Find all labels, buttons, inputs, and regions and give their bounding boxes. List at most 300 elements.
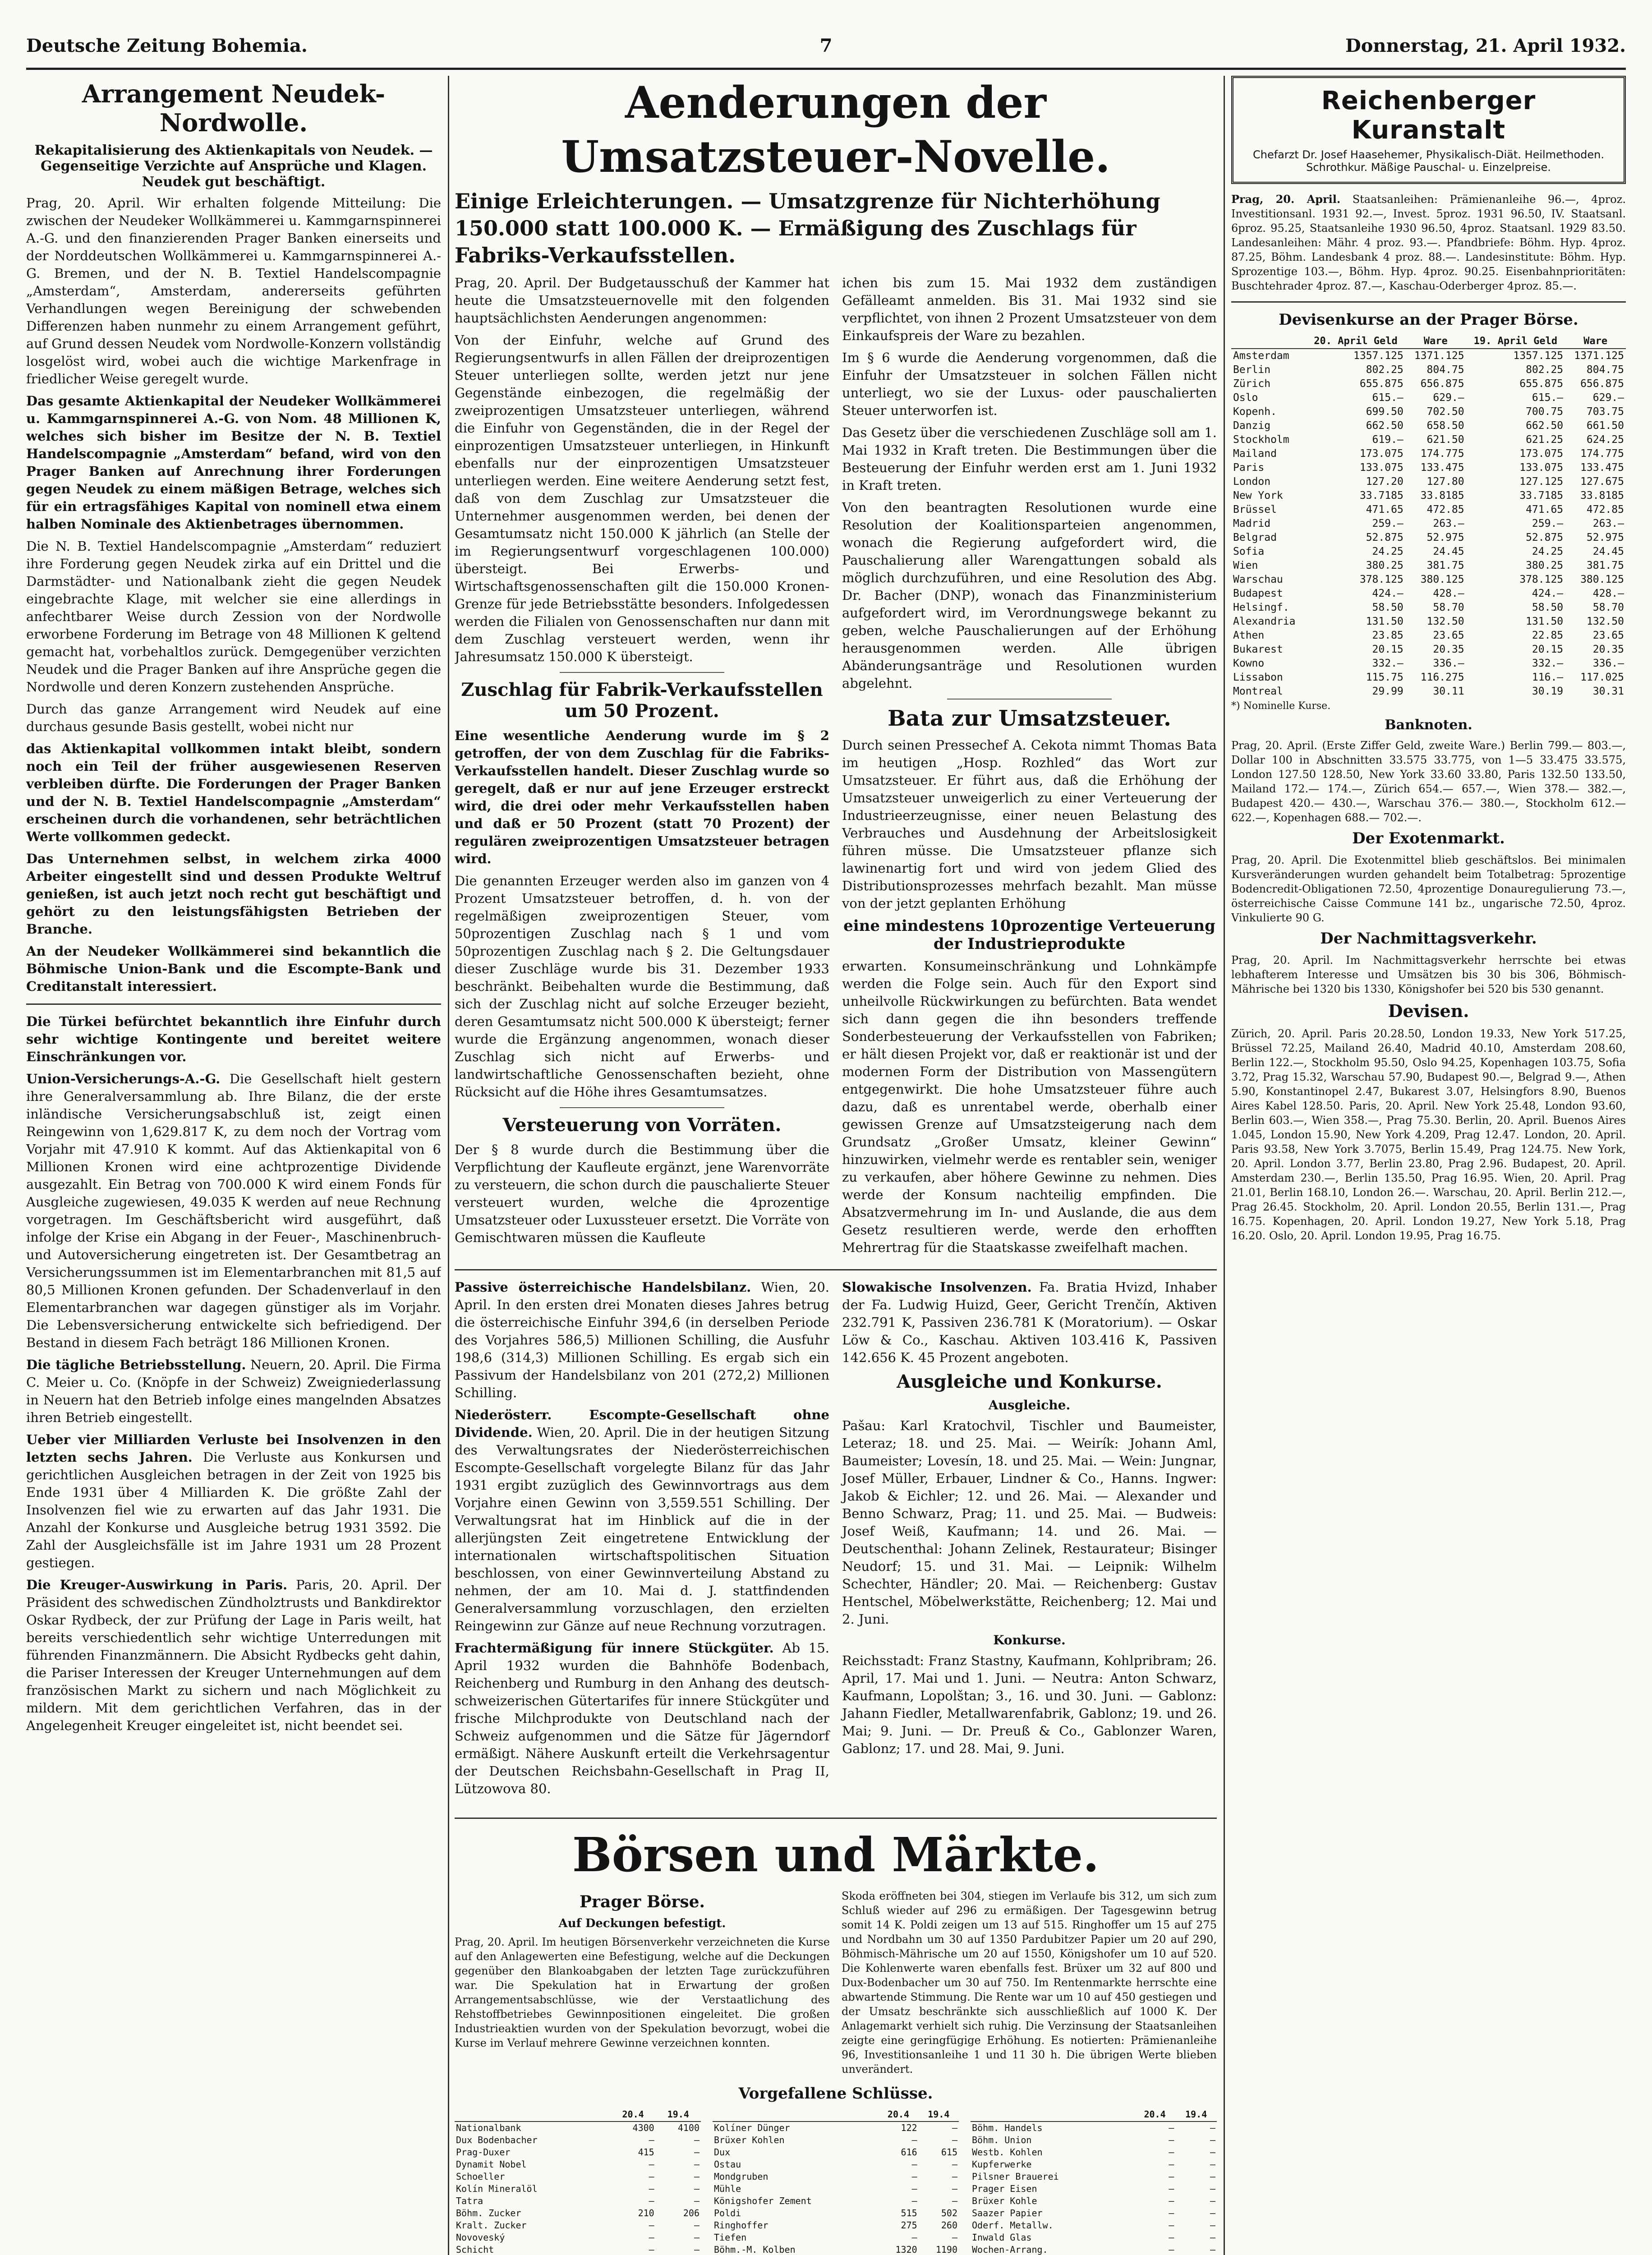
- currency-name: Stockholm: [1233, 434, 1289, 446]
- rate-value: 174.775: [1420, 448, 1464, 460]
- stock-price: —: [1169, 2195, 1174, 2206]
- table-header-row: [713, 2108, 959, 2122]
- table-row: [1231, 419, 1626, 433]
- stock-price: —: [1169, 2244, 1174, 2255]
- stock-name: Poldi: [714, 2208, 741, 2218]
- closing-tables: [455, 2108, 1217, 2255]
- stock-name: Schicht: [456, 2244, 494, 2255]
- news-title: Die tägliche Betriebsstellung.: [26, 1357, 246, 1372]
- currency-name: Montreal: [1233, 686, 1283, 697]
- currency-name: New York: [1233, 490, 1283, 502]
- stock-price: —: [649, 2135, 654, 2145]
- stock-price: —: [911, 2135, 917, 2145]
- stock-name: Kralt. Zucker: [456, 2220, 527, 2231]
- stock-price: 616: [901, 2147, 917, 2158]
- table-row: [1231, 559, 1626, 573]
- bata-subhead: eine mindestens 10prozentige Verteuerung der Industrieprodukte: [843, 917, 1215, 953]
- rate-value: 656.875: [1420, 378, 1464, 390]
- closing-table: [455, 2108, 701, 2255]
- currency-name: Zürich: [1233, 378, 1271, 390]
- rate-value: 58.70: [1433, 602, 1464, 613]
- news-title: Frachtermäßigung für innere Stückgüter.: [455, 1640, 774, 1656]
- stock-price: 502: [941, 2208, 957, 2218]
- table-row: [971, 2244, 1217, 2255]
- currency-name: Danzig: [1233, 420, 1271, 432]
- table-row: [1231, 461, 1626, 475]
- stock-price: —: [649, 2183, 654, 2194]
- rate-value: 263.—: [1592, 518, 1624, 529]
- paragraph: Im § 6 wurde die Aenderung vorgenommen, daß die Einfuhr der Umsatzsteuer in solchen Fällen nicht unterliegt, wo sie der Luxus- oder pauschalierten Steuer unterworfen ist.: [842, 350, 1217, 418]
- stock-price: —: [952, 2159, 957, 2170]
- section-subtitle: Konkurse.: [993, 1633, 1066, 1648]
- news-text: Neuern, 20. April. Die Firma C. Meier u. Co. (Knöpfe in der Schweiz) Zweigniederlassung in Neuern hat den Betrieb infolge eines mangelnden Absatzes ihren Betrieb eingestellt.: [26, 1357, 441, 1425]
- stock-price: —: [694, 2232, 699, 2243]
- rate-value: 52.875: [1526, 532, 1564, 543]
- table-header-row: [971, 2108, 1217, 2122]
- rate-value: 661.50: [1586, 420, 1624, 432]
- column-header: [713, 2108, 878, 2122]
- rate-value: 380.125: [1420, 574, 1464, 585]
- table-row: [713, 2207, 959, 2219]
- paragraph: Das Unternehmen selbst, in welchem zirka 4000 Arbeiter eingestellt sind und dessen Produkte Weltruf genießen, ist auch jetzt noch recht gut beschäftigt und gehört zu den leistungsfähigsten Betrieben der Branche.: [26, 851, 441, 937]
- table-row: [1231, 615, 1626, 629]
- stock-price: —: [952, 2122, 957, 2133]
- paragraph: Der § 8 wurde durch die Bestimmung über die Verpflichtung der Kaufleute ergänzt, jene Warenvorräte zu versteuern, die schon durch die pauschalierte Steuer versteuert wurden, welche die 4prozentige Umsatzsteuer oder Luxussteuer ersetzt. Die Vorräte von Gemischtwaren müssen die Kaufleute: [455, 1142, 829, 1245]
- divider: [560, 1107, 725, 1108]
- table-row: [1231, 377, 1626, 391]
- rate-value: 471.65: [1366, 504, 1404, 515]
- section-title: Bata zur Umsatzsteuer.: [888, 706, 1171, 731]
- rate-value: 58.50: [1372, 602, 1404, 613]
- paragraph: Die Türkei befürchtet bekanntlich ihre Einfuhr durch sehr wichtige Kontingente und bereitet weitere Einschränkungen vor.: [26, 1014, 441, 1064]
- rate-value: 58.70: [1592, 602, 1624, 613]
- table-row: [1231, 503, 1626, 517]
- paragraph: Pašau: Karl Kratochvil, Tischler und Baumeister, Leteraz; 18. und 25. Mai. — Weirík: Johann Aml, Baumeister; Lovesín, 18. und 25. Mai. — Wein: Jungnar, Josef Müller, Erbauer, Lindner & Co., Hanns. Ingwer: Jakob & Eichler; 12. und 26. Mai. — Alexander und Benno Schwarz, Prag; 11. und 25. Mai. — Budweis: Josef Weiß, Kaufmann; 14. und 26. Mai. — Deutschenthal: Johann Zelinek, Restaurateur; Bisinger Neudorf; 15. und 31. Mai. — Leipnik: Wilhelm Schechter, Händler; 20. Mai. — Reichenberg: Gustav Hentschel, Möbelwerkstätte, Reichenberg; 12. Mai und 2. Juni.: [842, 1418, 1217, 1627]
- stock-name: Novoveský: [456, 2232, 505, 2243]
- stock-price: —: [649, 2159, 654, 2170]
- stock-price: —: [1169, 2232, 1174, 2243]
- paragraph: Eine wesentliche Aenderung wurde im § 2 getroffen, der von dem Zuschlag für die Fabriks-Verkaufsstellen handelt. Dieser Zuschlag wurde so geregelt, daß er nur auf jene Erzeuger erstreckt wird, die drei oder mehr Verkaufsstellen haben und daß er 50 Prozent (statt 70 Prozent) der regulären zweiprozentigen Umsatzsteuer betragen wird.: [455, 728, 829, 866]
- news-item: [26, 1431, 441, 1572]
- paragraph: Zürich, 20. April. Paris 20.28.50, London 19.33, New York 517.25, Brüssel 72.25, Mailand 26.40, Madrid 40.10, Amsterdam 208.60, Berlin 122.—, Stockholm 95.50, Oslo 94.25, Kopenhagen 103.75, Sofia 3.72, Prag 15.32, Warschau 57.90, Budapest 90.—, Belgrad 9.—, Athen 5.90, Konstantinopel 2.47, Bukarest 3.07, Helsingfors 8.90, Buenos Aires Kabel 128.50. Paris, 20. April. New York 25.48, London 93.60, Berlin 603.—, Wien 358.—, Prag 75.30. Berlin, 20. April. Buenos Aires 1.045, London 15.90, New York 4.209, Prag 12.47. London, 20. April. Paris 93.58, New York 3.7075, Berlin 15.49, Prag 124.75. New York, 20. April. London 3.77, Berlin 23.80, Prag 2.96. Budapest, 20. April. Amsterdam 230.—, Berlin 135.50, Prag 16.95. Wien, 20. April. Prag 21.01, Berlin 168.10, London 26.—. Warschau, 20. April. Berlin 212.—, Prag 26.45. Stockholm, 20. April. London 20.55, Berlin 131.—, Prag 16.75. Kopenhagen, 20. April. London 19.27, New York 5.18, Prag 16.20. Oslo, 20. April. London 19.95, Prag 16.75.: [1231, 1027, 1626, 1242]
- stock-name: Wochen-Arrang.: [972, 2244, 1048, 2255]
- ad-title: Reichenberger Kuranstalt: [1321, 86, 1536, 145]
- table-row: [1231, 489, 1626, 503]
- rate-value: 424.—: [1372, 588, 1404, 599]
- rate-value: 52.875: [1366, 532, 1404, 543]
- rate-value: 259.—: [1372, 518, 1404, 529]
- stock-name: Kupferwerke: [972, 2159, 1032, 2170]
- table-row: [455, 2219, 701, 2232]
- headline-umsatzsteuer: Aenderungen der Umsatzsteuer-Novelle.: [561, 77, 1110, 182]
- rate-value: 658.50: [1427, 420, 1464, 432]
- rate-value: 24.45: [1433, 546, 1464, 557]
- column-2: [455, 76, 1217, 1803]
- rate-value: 428.—: [1433, 588, 1464, 599]
- news-title: Prag, 20. April.: [1231, 193, 1341, 206]
- news-item: [26, 1356, 441, 1427]
- rate-value: 471.65: [1526, 504, 1564, 515]
- stock-price: —: [1210, 2244, 1215, 2255]
- table-row: [713, 2158, 959, 2171]
- devisen-title: Devisenkurse an der Prager Börse.: [1279, 311, 1578, 329]
- table-row: [1231, 391, 1626, 405]
- rate-value: 115.75: [1366, 672, 1404, 683]
- rate-value: 173.075: [1519, 448, 1564, 460]
- rate-value: 804.75: [1586, 364, 1624, 376]
- rate-value: 23.65: [1592, 630, 1624, 641]
- rate-value: 1371.125: [1574, 350, 1624, 362]
- article-subcol-right: [842, 274, 1217, 1261]
- table-row: [1231, 475, 1626, 489]
- divider: [26, 1003, 441, 1005]
- currency-name: Brüssel: [1233, 504, 1277, 515]
- stock-price: —: [1169, 2159, 1174, 2170]
- news-text: Die Verluste aus Konkursen und gerichtlichen Ausgleichen betragen in der Zeit von 1925 bis Ende 1931 über 4 Milliarden K. Die größte Zahl der Insolvenzen fiel wie zu erwarten auf das Jahr 1931. Die Anzahl der Konkurse und Ausgleiche betrug 1931 3592. Die Zahl der Ausgleichsfälle ist im Jahre 1931 um 28 Prozent gestiegen.: [26, 1450, 441, 1570]
- rate-value: 33.8185: [1420, 490, 1464, 502]
- news-text: Paris, 20. April. Der Präsident des schwedischen Zündholztrusts und Bankdirektor Oskar Rydbeck, der zur Prüfung der Lage in Paris weilt, hat bereits verschiedentlich sehr wichtige Unterredungen mit führenden Finanzmännern. Die Absicht Rydbecks geht dahin, die Pariser Interessen der Kreuger Unternehmungen auf dem französischen Markt zu sichern und nach Möglichkeit zu mildern. Mit dem gerichtlichen Verfahren, das in der Angelegenheit Kreuger eingeleitet ist, nicht beendet sei.: [26, 1577, 441, 1733]
- boersen-headline: Börsen und Märkte.: [572, 1827, 1100, 1882]
- divider: [455, 1269, 1217, 1270]
- rate-value: 624.25: [1586, 434, 1624, 446]
- rate-value: 381.75: [1427, 560, 1464, 571]
- stock-price: 1190: [935, 2244, 957, 2255]
- column-header: 19.4: [656, 2108, 701, 2122]
- rate-value: 127.80: [1427, 476, 1464, 488]
- rate-value: 619.—: [1372, 434, 1404, 446]
- table-row: [971, 2146, 1217, 2158]
- section-title: Banknoten.: [1385, 717, 1473, 733]
- stock-price: —: [649, 2220, 654, 2231]
- paragraph: erwarten. Konsumeinschränkung und Lohnkämpfe werden die Folge sein. Auch für den Export sind unheilvolle Rückwirkungen zu befürchten. Bata wendet sich dann gegen die ihn besonders treffende Sonderbesteuerung der Verkaufsstellen von Fabriken; er hält diesen Projekt vor, daß er reaktionär ist und der modernen Form der Distribution von Massengütern entgegenwirkt. Die hohe Umsatzsteuer führe auch dazu, daß es unrentabel werde, oberhalb einer gewissen Grenze auf Umsatzsteigerung nach dem Grundsatz „Großer Umsatz, kleiner Gewinn“ hinzuwirken, vielmehr werde es rentabler sein, weniger zu verkaufen, aber höhere Gewinne zu nehmen. Dies werde der Konsum nachteilig empfinden. Die Absatzvermehrung im In- und Auslande, die aus dem Gesetz resultieren werde, werde den erhofften Mehrertrag für die Staatskasse zweifelhaft machen.: [842, 958, 1217, 1255]
- rate-value: 702.50: [1427, 406, 1464, 418]
- table-row: [455, 2195, 701, 2207]
- paragraph: Das Gesetz über die verschiedenen Zuschläge soll am 1. Mai 1932 in Kraft treten. Die Bestimmungen über die Besteuerung der Einfuhr werden erst am 1. Juni 1932 in Kraft treten.: [842, 425, 1217, 493]
- column-4: [1231, 76, 1626, 2255]
- stock-price: —: [1169, 2135, 1174, 2145]
- rate-value: 30.11: [1433, 686, 1464, 697]
- stock-price: 275: [901, 2220, 917, 2231]
- rate-value: 24.25: [1372, 546, 1404, 557]
- stock-name: Kolín Mineralöl: [456, 2183, 538, 2194]
- rate-value: 58.50: [1532, 602, 1564, 613]
- paragraph: Prag, 20. April. Im Nachmittagsverkehr herrschte bei etwas lebhafterem Interesse und Umsätzen bis 30 bis 306, Böhmisch-Mährische bei 1320 bis 1330, Königshofer bei 520 bis 530 genannt.: [1231, 954, 1626, 995]
- table-row: [1231, 517, 1626, 531]
- table-row: [1231, 601, 1626, 615]
- rate-value: 629.—: [1433, 392, 1464, 404]
- rate-value: 127.125: [1519, 476, 1564, 488]
- stock-price: 1320: [895, 2244, 917, 2255]
- section-title: Versteuerung von Vorräten.: [502, 1114, 782, 1136]
- issue-date: Donnerstag, 21. April 1932.: [1345, 35, 1626, 56]
- section-title: Ausgleiche und Konkurse.: [897, 1371, 1162, 1392]
- news-item: [26, 1576, 441, 1735]
- table-row: [713, 2219, 959, 2232]
- column-header: 19. April Geld: [1466, 334, 1565, 349]
- stock-name: Mondgruben: [714, 2171, 768, 2182]
- stock-price: —: [1210, 2232, 1215, 2243]
- table-row: [971, 2207, 1217, 2219]
- rate-value: 133.075: [1359, 462, 1404, 474]
- stock-price: —: [911, 2195, 917, 2206]
- stock-price: —: [1210, 2147, 1215, 2158]
- column-header: Ware: [1565, 334, 1626, 349]
- stock-price: —: [649, 2171, 654, 2182]
- devisen-footnote: *) Nominelle Kurse.: [1231, 700, 1331, 712]
- rate-value: 802.25: [1366, 364, 1404, 376]
- rate-value: 20.35: [1592, 644, 1624, 655]
- stock-price: 260: [941, 2220, 957, 2231]
- rate-value: 22.85: [1532, 630, 1564, 641]
- stock-price: —: [1210, 2220, 1215, 2231]
- rate-value: 336.—: [1433, 658, 1464, 669]
- stock-name: Brüxer Kohlen: [714, 2135, 785, 2145]
- news-title: Die Kreuger-Auswirkung in Paris.: [26, 1577, 288, 1592]
- news-item: [26, 1070, 441, 1352]
- stock-price: —: [1169, 2208, 1174, 2218]
- stock-price: —: [694, 2147, 699, 2158]
- rate-value: 24.25: [1532, 546, 1564, 557]
- rate-value: 133.475: [1420, 462, 1464, 474]
- stock-price: 415: [638, 2147, 654, 2158]
- column-header: 20.4: [878, 2108, 918, 2122]
- stock-price: —: [694, 2135, 699, 2145]
- rate-value: 52.975: [1586, 532, 1624, 543]
- table-row: [1231, 545, 1626, 559]
- rate-value: 802.25: [1526, 364, 1564, 376]
- rate-value: 378.125: [1519, 574, 1564, 585]
- stock-price: —: [694, 2220, 699, 2231]
- news-text: Ab 15. April 1932 wurden die Bahnhöfe Bodenbach, Reichenberg und Rumburg in den Anhang des deutsch-schweizerischen Gütertarifes für innere Stückgüter und frische Milchprodukte von Deutschland nach der Schweiz aufgenommen und die Sätze für Jägerndorf ermäßigt. Nähere Auskunft erteilt die Verkehrsagentur der Deutschen Reichsbahn-Gesellschaft in Prag II, Lützowova 80.: [455, 1640, 830, 1796]
- deck-umsatzsteuer: Einige Erleichterungen. — Umsatzgrenze für Nichterhöhung 150.000 statt 100.000 K. — Ermäßigung des Zuschlags für Fabriks-Verkaufsstellen.: [455, 189, 1160, 267]
- currency-name: Paris: [1233, 462, 1265, 474]
- stock-name: Brüxer Kohle: [972, 2195, 1037, 2206]
- table-row: [971, 2183, 1217, 2195]
- stock-price: 122: [901, 2122, 917, 2133]
- rate-value: 30.31: [1592, 686, 1624, 697]
- rate-value: 804.75: [1427, 364, 1464, 376]
- paragraph: Von den beantragten Resolutionen wurde eine Resolution der Koalitionsparteien angenommen, wonach die Regierung aufgefordert wird, die Pauschalierung aller Warengattungen sobald als möglich durchzuführen, und eine Resolution des Abg. Dr. Bacher (DNP), wonach das Finanzministerium aufgefordert wird, im Verordnungswege bekannt zu geben, welche Pauschalierungen auf der Erhöhung herausgenommen werden. Alle übrigen Abänderungsanträge und Resolutionen wurden abgelehnt.: [842, 500, 1217, 691]
- masthead: Deutsche Zeitung Bohemia.: [26, 35, 308, 56]
- stock-name: Nationalbank: [456, 2122, 521, 2133]
- rate-value: 655.875: [1519, 378, 1564, 390]
- section-title: Zuschlag für Fabrik-Verkaufsstellen um 50 Prozent.: [461, 679, 823, 722]
- stock-name: Saazer Papier: [972, 2208, 1043, 2218]
- currency-name: Belgrad: [1233, 532, 1277, 543]
- news-text: Wien, 20. April. In den ersten drei Monaten dieses Jahres betrug die österreichische Einfuhr 394,6 (in derselben Periode des Vorjahres 586,5) Millionen Schilling, die Ausfuhr 198,6 (314,3) Millionen Schilling. Es ergab sich ein Passivum der Handelsbilanz von 201 (272,2) Millionen Schilling.: [455, 1279, 830, 1400]
- lower-news-left: [455, 1279, 829, 1802]
- stock-name: Schoeller: [456, 2171, 505, 2182]
- rate-value: 662.50: [1526, 420, 1564, 432]
- rate-value: 263.—: [1433, 518, 1464, 529]
- stock-price: —: [952, 2135, 957, 2145]
- rate-value: 332.—: [1532, 658, 1564, 669]
- stock-name: Pilsner Brauerei: [972, 2171, 1059, 2182]
- paragraph: das Aktienkapital vollkommen intakt bleibt, sondern noch ein Teil der früher ausgewiesenen Reserven verbleiben dürfte. Die Forderungen der Prager Banken und der N. B. Textiel Handelscompagnie „Amsterdam“ erscheinen durch die vorhandenen, sehr beträchtlichen Werte vollkommen gedeckt.: [26, 741, 441, 844]
- rate-value: 428.—: [1592, 588, 1624, 599]
- stock-price: —: [952, 2183, 957, 2194]
- column-header: [455, 2108, 610, 2122]
- stock-price: —: [694, 2159, 699, 2170]
- news-title: Union-Versicherungs-A.-G.: [26, 1071, 221, 1086]
- stock-name: Ringhoffer: [714, 2220, 768, 2231]
- boersen-text: [455, 1889, 1217, 2081]
- column-header: 20.4: [1134, 2108, 1176, 2122]
- rate-value: 24.45: [1592, 546, 1624, 557]
- table-row: [1231, 405, 1626, 419]
- stock-price: —: [911, 2232, 917, 2243]
- rate-value: 20.15: [1532, 644, 1564, 655]
- currency-name: Berlin: [1233, 364, 1271, 376]
- table-row: [455, 2122, 701, 2134]
- table-row: [971, 2122, 1217, 2134]
- rate-value: 116.—: [1532, 672, 1564, 683]
- rate-value: 127.20: [1366, 476, 1404, 488]
- stock-price: —: [952, 2195, 957, 2206]
- stock-name: Inwald Glas: [972, 2232, 1032, 2243]
- table-row: [713, 2183, 959, 2195]
- stock-name: Westb. Kohlen: [972, 2147, 1043, 2158]
- stock-name: Dynamit Nobel: [456, 2159, 527, 2170]
- table-row: [455, 2244, 701, 2255]
- devisen-table: [1231, 334, 1626, 699]
- paragraph: ichen bis zum 15. Mai 1932 dem zuständigen Gefälleamt anmelden. Bis 31. Mai 1932 sind sie verpflichtet, von ihnen 2 Prozent Umsatzsteuer von dem Einkaufspreis der Ware zu bezahlen.: [842, 275, 1217, 343]
- stock-name: Böhm. Handels: [972, 2122, 1043, 2133]
- currency-name: Athen: [1233, 630, 1265, 641]
- table-row: [455, 2207, 701, 2219]
- rate-value: 133.075: [1519, 462, 1564, 474]
- table-row: [971, 2232, 1217, 2244]
- stock-price: —: [1210, 2208, 1215, 2218]
- stock-price: 206: [683, 2208, 699, 2218]
- page-header: [26, 18, 1626, 70]
- stock-price: —: [952, 2171, 957, 2182]
- currency-name: Oslo: [1233, 392, 1258, 404]
- rate-value: 131.50: [1526, 616, 1564, 627]
- table-row: [971, 2195, 1217, 2207]
- rate-value: 131.50: [1366, 616, 1404, 627]
- stock-price: —: [694, 2244, 699, 2255]
- stock-name: Böhm. Zucker: [456, 2208, 521, 2218]
- stock-price: 615: [941, 2147, 957, 2158]
- column-header: 19.4: [919, 2108, 959, 2122]
- rate-value: 23.85: [1372, 630, 1404, 641]
- stock-price: —: [1169, 2183, 1174, 2194]
- rate-value: 615.—: [1372, 392, 1404, 404]
- stock-name: Oderf. Metallw.: [972, 2220, 1054, 2231]
- rate-value: 656.875: [1580, 378, 1624, 390]
- section-title: Prager Börse.: [579, 1892, 705, 1911]
- newspaper-page: [26, 18, 1626, 2255]
- ad-text: Chefarzt Dr. Josef Haasehemer, Physikalisch-Diät. Heilmethoden. Schrothkur. Mäßige Pauschal- u. Einzelpreise.: [1253, 148, 1604, 174]
- rate-value: 52.975: [1427, 532, 1464, 543]
- rate-value: 380.25: [1526, 560, 1564, 571]
- stock-price: 210: [638, 2208, 654, 2218]
- table-row: [455, 2171, 701, 2183]
- rate-value: 1357.125: [1513, 350, 1564, 362]
- paragraph: Prag, 20. April. Wir erhalten folgende Mitteilung: Die zwischen der Neudeker Wollkämmerei u. Kammgarnspinnerei A.-G. und den finanzierenden Prager Banken einerseits und der Norddeutschen Wollkämmerei u. Kammgarnspinnerei A.-G. Bremen, und der N. B. Textiel Handelscompagnie „Amsterdam“, Amsterdam, andererseits geführten Verhandlungen wegen Bereinigung der schwebenden Differenzen haben nunmehr zu einem Arrangement geführt, auf Grund dessen Neudek vom Nordwolle-Konzern vollständig losgelöst wird, wobei auch die wichtige Markenfrage in friedlicher Weise geregelt wurde.: [26, 195, 441, 387]
- boersen-section: [455, 1818, 1217, 2255]
- rate-value: 381.75: [1586, 560, 1624, 571]
- table-row: [1231, 685, 1626, 699]
- rate-value: 33.7185: [1359, 490, 1404, 502]
- table-row: [1231, 349, 1626, 363]
- paragraph: Durch das ganze Arrangement wird Neudek auf eine durchaus gesunde Basis gestellt, wobei nicht nur: [26, 701, 441, 734]
- column-rule: [1224, 76, 1225, 2255]
- paragraph: An der Neudeker Wollkämmerei sind bekanntlich die Böhmische Union-Bank und die Escompte-Bank und Creditanstalt interessiert.: [26, 943, 441, 994]
- currency-name: Madrid: [1233, 518, 1271, 529]
- rate-value: 380.125: [1580, 574, 1624, 585]
- table-row: [713, 2195, 959, 2207]
- column-header: [971, 2108, 1134, 2122]
- stock-name: Königshofer Zement: [714, 2195, 812, 2206]
- divider: [947, 699, 1112, 700]
- rate-value: 30.19: [1532, 686, 1564, 697]
- table-row: [1231, 363, 1626, 377]
- table-row: [971, 2134, 1217, 2146]
- paragraph: Prag, 20. April. Die Exotenmittel blieb geschäftslos. Bei minimalen Kursveränderungen wurden gehandelt beim Totalbetrag: 5prozentige Bodencredit-Obligationen 72.50, 4prozentige Donauregulierung 73.—, österreichische Caisse Commune 141 bz., ungarische 72.50, 4proz. Vinkulierte 90 G.: [1231, 854, 1626, 924]
- column-header: Ware: [1405, 334, 1466, 349]
- rate-value: 629.—: [1592, 392, 1624, 404]
- stock-name: Dux: [714, 2147, 731, 2158]
- paragraph: Prag, 20. April. Im heutigen Börsenverkehr verzeichneten die Kurse auf den Anlagewerten eine Befestigung, welche auf die Deckungen gegenüber den Blankoabgaben der letzten Tage zurückzuführen war. Die Spekulation hat in Erwartung der großen Arrangementsabschlüsse, wie der Verstaatlichung des Rehstoffbetriebes Gewinnpositionen eingeleitet. Die großen Industrieaktien wurden von der Spekulation bevorzugt, wobei die Kurse im Verlauf mehrere Gewinne verzeichnen konnten.: [455, 1936, 830, 2049]
- rate-value: 700.75: [1526, 406, 1564, 418]
- rate-value: 378.125: [1359, 574, 1404, 585]
- table-row: [713, 2171, 959, 2183]
- table-row: [713, 2134, 959, 2146]
- table-row: [1231, 671, 1626, 685]
- rate-value: 33.8185: [1580, 490, 1624, 502]
- rate-value: 472.85: [1586, 504, 1624, 515]
- rate-value: 1371.125: [1414, 350, 1464, 362]
- rate-value: 380.25: [1366, 560, 1404, 571]
- rate-value: 23.65: [1433, 630, 1464, 641]
- paragraph: Prag, 20. April. Der Budgetausschuß der Kammer hat heute die Umsatzsteuernovelle mit den folgenden hauptsächlichsten Aenderungen angenommen:: [455, 275, 829, 326]
- stock-price: —: [649, 2195, 654, 2206]
- rate-value: 20.15: [1372, 644, 1404, 655]
- closing-title: Vorgefallene Schlüsse.: [738, 2085, 933, 2103]
- table-row: [455, 2134, 701, 2146]
- table-row: [1231, 573, 1626, 587]
- rate-value: 259.—: [1532, 518, 1564, 529]
- article-subcol-left: [455, 274, 829, 1261]
- lower-news: [455, 1279, 1217, 1802]
- stock-price: 4100: [677, 2122, 699, 2133]
- stock-name: Kolíner Dünger: [714, 2122, 790, 2133]
- table-header-row: [1231, 334, 1626, 349]
- rate-value: 29.99: [1372, 686, 1404, 697]
- currency-name: Warschau: [1233, 574, 1283, 585]
- currency-name: Mailand: [1233, 448, 1277, 460]
- rate-value: 621.50: [1427, 434, 1464, 446]
- paragraph: Reichsstadt: Franz Stastny, Kaufmann, Kohlpribram; 26. April, 17. Mai und 1. Juni. — Neutra: Anton Schwarz, Kaufmann, Lopolštan; 3., 16. und 30. Juni. — Gablonz: Jahann Fiedler, Metallwarenfabrik, Gablonz; 19. und 26. Mai; 9. Juni. — Dr. Preuß & Co., Gablonzer Waren, Gablonz; 17. und 28. Mai, 9. Juni.: [842, 1653, 1217, 1756]
- stock-name: Mühle: [714, 2183, 741, 2194]
- stock-name: Prager Eisen: [972, 2183, 1037, 2194]
- stock-price: —: [1210, 2135, 1215, 2145]
- table-row: [713, 2232, 959, 2244]
- stock-price: —: [1210, 2122, 1215, 2133]
- table-header-row: [455, 2108, 701, 2122]
- table-row: [455, 2158, 701, 2171]
- stock-price: —: [1169, 2171, 1174, 2182]
- stock-price: —: [1210, 2195, 1215, 2206]
- stock-name: Tatra: [456, 2195, 483, 2206]
- table-row: [1231, 447, 1626, 461]
- currency-name: Alexandria: [1233, 616, 1296, 627]
- stock-name: Dux Bodenbacher: [456, 2135, 538, 2145]
- paragraph: Die N. B. Textiel Handelscompagnie „Amsterdam“ reduziert ihre Forderung gegen Neudek zirka auf ein Drittel und die Darmstädter- und Nationalbank zieht die gegen Neudek eingebrachte Klage, mit welcher sie eine allerdings in anfechtbarer Weise durch Zession von der Nordwolle erworbene Forderung im Betrage von 48 Millionen K geltend gemacht hat, vorbehaltlos zurück. Demgegenüber verzichten Neudek und die Prager Banken auf ihre Ansprüche gegen die Nordwolle und deren Konzern zustehenden Ansprüche.: [26, 538, 441, 695]
- rate-value: 133.475: [1580, 462, 1624, 474]
